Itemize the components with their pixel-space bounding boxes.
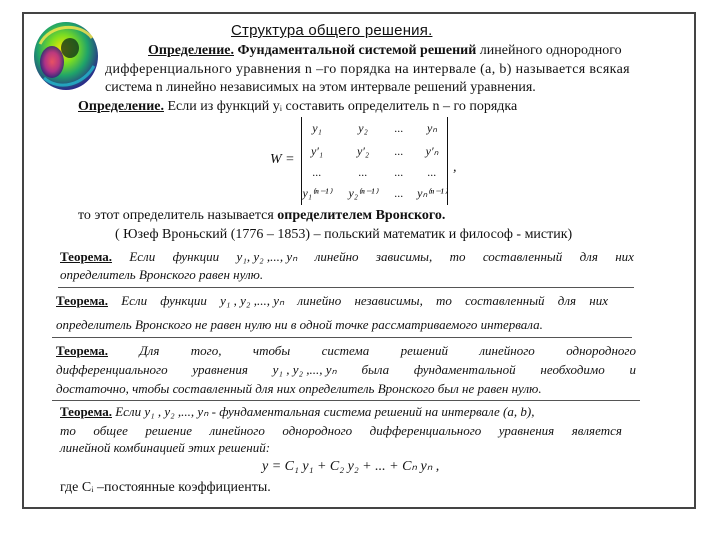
theorem-3-word: однородного [566, 343, 636, 358]
definition-1-term: Фундаментальной системой решений [233, 43, 477, 58]
theorem-3-word: необходимо [540, 362, 605, 377]
theorem-3-word: Для [139, 343, 160, 358]
theorem-1-line-2: определитель Вронского равен нулю. [60, 267, 264, 282]
matrix-trailing-comma: , [453, 160, 457, 175]
wronskian-lhs: W = [270, 152, 295, 167]
general-solution-formula: y = C₁ y₁ + C₂ y₂ + ... + Cₙ yₙ , [262, 459, 440, 474]
theorem-4-line-3: линейной комбинацией этих решений: [60, 440, 271, 455]
theorem-1-divider [58, 287, 634, 288]
definition-1-line-1 [148, 43, 622, 58]
theorem-2-word: составленный [465, 293, 545, 308]
theorem-2-word: то [436, 293, 452, 308]
slide-title: Структура общего решения. [231, 22, 433, 39]
theorem-4-line-2 [60, 424, 622, 438]
matrix-cell: ... [394, 144, 404, 158]
theorem-1-word: составленный [482, 249, 563, 264]
theorem-3-word: система [321, 343, 370, 358]
theorem-1-word: них [615, 249, 634, 264]
theorem-3-word: уравнения [192, 362, 248, 377]
theorem-3-word: и [629, 362, 636, 377]
matrix-cell: y₂ [358, 121, 368, 135]
theorem-4-word: то [60, 423, 76, 438]
theorem-4-word: решение [145, 423, 192, 438]
matrix-cell: y₂⁽ⁿ⁻¹⁾ [348, 186, 378, 200]
theorem-3-line-1 [56, 344, 636, 358]
theorem-2-line-2: определитель Вронского не равен нулю ни в одной точке рассматриваемого интервала. [56, 317, 543, 332]
wronskian-sentence [78, 208, 445, 223]
theorem-3-label: Теорема. [56, 343, 108, 358]
matrix-cell: ... [394, 165, 404, 179]
theorem-3-word: дифференциального [56, 362, 168, 377]
theorem-4-word: линейного [209, 423, 265, 438]
theorem-3-line-3: достаточно, чтобы составленный для них определитель Вронского был не равен нулю. [56, 381, 542, 396]
theorem-4-line-1 [60, 405, 534, 419]
theorem-1-word: линейно [314, 249, 359, 264]
theorem-3-word: была [361, 362, 390, 377]
matrix-cell: yₙ⁽ⁿ⁻¹⁾ [417, 186, 447, 200]
theorem-1-word: функции [172, 249, 220, 264]
theorem-4-word: является [571, 423, 622, 438]
theorem-1-functions: y₁, y₂ ,..., yₙ [236, 249, 298, 264]
matrix-cell: y′₁ [310, 144, 324, 158]
matrix-cell: y′ₙ [425, 144, 439, 158]
theorem-3-line-2 [56, 363, 636, 377]
matrix-cell: y′₂ [356, 144, 370, 158]
theorem-1-word: Если [129, 249, 156, 264]
definition-1-text: линейного однородного [476, 43, 622, 58]
matrix-cell: ... [427, 165, 437, 179]
theorem-1-line-1 [60, 250, 634, 264]
theorem-2-divider [52, 337, 632, 338]
theorem-4-word: дифференциального [369, 423, 482, 438]
theorem-3-word: решений [400, 343, 448, 358]
theorem-2-label: Теорема. [56, 293, 108, 308]
matrix-cell: yₙ [426, 121, 438, 135]
theorem-3-word: фундаментальной [413, 362, 516, 377]
theorem-4-word: уравнения [498, 423, 555, 438]
definition-2-text: Если из функций yᵢ составить определитель n – го порядка [163, 99, 518, 114]
theorem-3-word: того, [190, 343, 222, 358]
matrix-cell: ... [394, 186, 404, 200]
theorem-3-word: чтобы [252, 343, 291, 358]
footer-note: где Cᵢ –постоянные коэффициенты. [60, 480, 271, 495]
theorem-3-functions: y₁ , y₂ ,..., yₙ [272, 362, 337, 377]
wronskian-term: определителем Вронского. [277, 208, 446, 223]
wronskian-text: то этот определитель называется [78, 208, 278, 223]
torus-logo [30, 14, 102, 94]
theorem-4-word: общее [93, 423, 128, 438]
theorem-1-label: Теорема. [60, 249, 112, 264]
theorem-2-line-1 [56, 294, 608, 308]
theorem-2-word: независимы, [354, 293, 423, 308]
theorem-2-word: них [589, 293, 608, 308]
wronski-note: ( Юзеф Вроньский (1776 – 1853) – польский математик и философ - мистик) [115, 227, 573, 242]
theorem-1-word: для [579, 249, 598, 264]
theorem-3-divider [52, 400, 640, 401]
theorem-2-word: для [557, 293, 577, 308]
definition-2-label: Определение. [78, 99, 164, 114]
theorem-1-word: зависимы, [375, 249, 433, 264]
matrix-cell: ... [312, 165, 322, 179]
theorem-4-text: Если y₁ , y₂ ,..., yₙ - фундаментальная система решений на интервале (a, b), [111, 404, 535, 419]
theorem-3-word: линейного [479, 343, 535, 358]
theorem-2-word: линейно [297, 293, 342, 308]
definition-1-label: Определение. [148, 43, 234, 58]
definition-1-line-2: дифференциального уравнения n –го порядка на интервале (a, b) называется всякая [105, 62, 630, 77]
theorem-4-label: Теорема. [60, 404, 112, 419]
matrix-cell: y₁⁽ⁿ⁻¹⁾ [302, 186, 332, 200]
matrix-cell: y₁ [312, 121, 322, 135]
definition-2 [78, 99, 517, 114]
matrix-cell: ... [358, 165, 368, 179]
theorem-4-word: однородного [282, 423, 353, 438]
theorem-2-word: Если [121, 293, 148, 308]
theorem-2-functions: y₁ , y₂ ,..., yₙ [220, 293, 285, 308]
definition-1-line-3: система n линейно независимых на этом интервале решений уравнения. [105, 80, 536, 95]
theorem-1-word: то [449, 249, 466, 264]
matrix-cell: ... [394, 121, 404, 135]
theorem-2-word: функции [160, 293, 207, 308]
